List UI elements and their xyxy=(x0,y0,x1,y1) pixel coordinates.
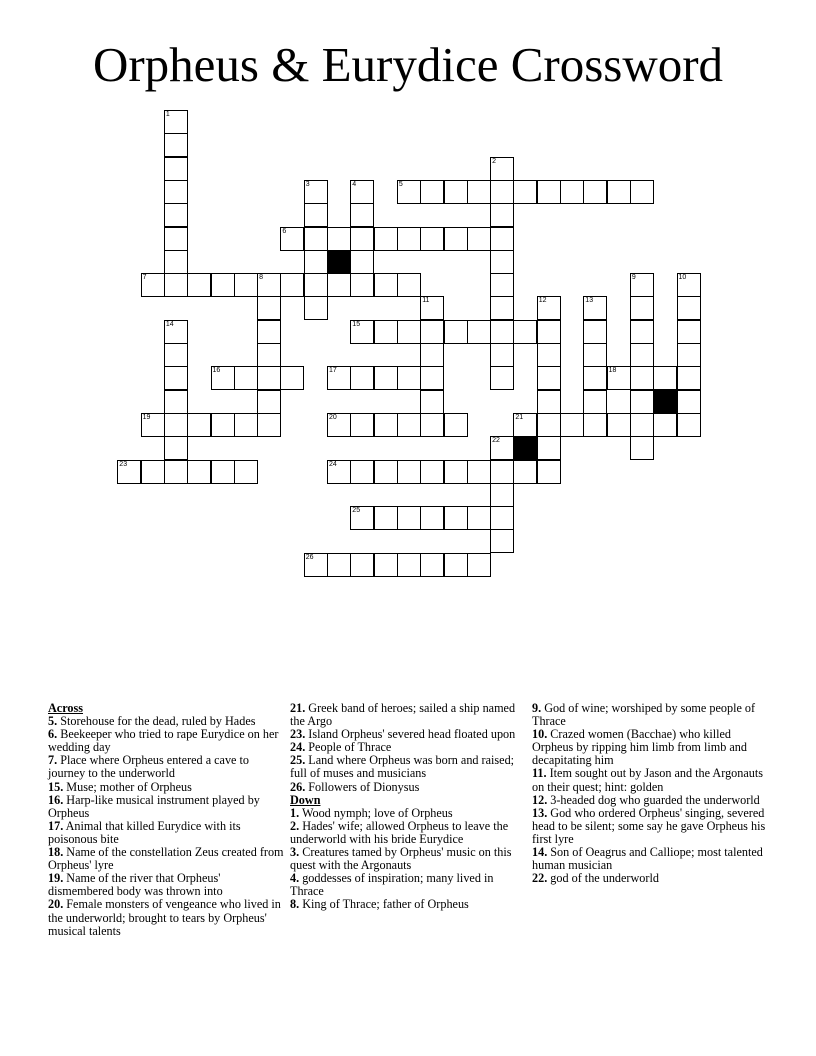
grid-cell[interactable] xyxy=(164,366,188,390)
clue-item xyxy=(48,794,284,820)
grid-cell[interactable] xyxy=(374,273,398,297)
clue-item xyxy=(532,872,768,885)
clue-number: 22 xyxy=(492,437,500,445)
clue-number: 23 xyxy=(119,460,128,468)
clue-number: 2 xyxy=(492,157,496,165)
grid-cell[interactable] xyxy=(234,460,258,484)
clue-item xyxy=(290,820,526,846)
clue-number: 17 xyxy=(329,367,337,375)
grid-cell[interactable] xyxy=(164,227,188,251)
grid-cell[interactable] xyxy=(397,320,421,344)
grid-cell[interactable] xyxy=(397,460,421,484)
clue-text: Female monsters of vengeance who lived in the underworld; brought to tears by Orpheus' musical talents xyxy=(48,897,281,938)
grid-cell[interactable] xyxy=(141,413,165,437)
clue-number: 19 xyxy=(142,413,151,421)
grid-cell[interactable] xyxy=(490,483,514,507)
clue-number: 4 xyxy=(352,180,357,188)
clue-number: 13. xyxy=(532,805,548,820)
grid-cell[interactable] xyxy=(327,460,351,484)
grid-cell[interactable] xyxy=(374,506,398,530)
grid-cell[interactable] xyxy=(490,180,514,204)
grid-cell[interactable] xyxy=(630,366,654,390)
grid-cell[interactable] xyxy=(513,180,537,204)
grid-cell[interactable] xyxy=(630,180,654,204)
grid-cell[interactable] xyxy=(374,320,398,344)
grid-cell[interactable] xyxy=(304,553,328,577)
clue-number: 23. xyxy=(290,727,306,742)
clue-number: 11 xyxy=(422,297,430,305)
grid-cell[interactable] xyxy=(304,203,328,227)
grid-cell[interactable] xyxy=(350,180,374,204)
grid-cell[interactable] xyxy=(187,273,211,297)
grid-cell[interactable] xyxy=(490,529,514,553)
grid-cell[interactable] xyxy=(234,366,258,390)
clue-number: 7. xyxy=(48,753,58,768)
grid-cell[interactable] xyxy=(444,553,468,577)
grid-cell[interactable] xyxy=(211,460,235,484)
grid-cell[interactable] xyxy=(490,157,514,181)
clue-text: Animal that killed Eurydice with its poisonous bite xyxy=(48,818,241,846)
grid-cell[interactable] xyxy=(397,413,421,437)
clue-text: goddesses of inspiration; many lived in Thrace xyxy=(290,871,494,899)
grid-cell[interactable] xyxy=(397,180,421,204)
grid-cell[interactable] xyxy=(164,157,188,181)
grid-cell[interactable] xyxy=(304,180,328,204)
clue-number: 21. xyxy=(290,701,306,715)
grid-cell[interactable] xyxy=(117,460,141,484)
grid-cell[interactable] xyxy=(653,413,677,437)
grid-cell[interactable] xyxy=(397,506,421,530)
grid-cell[interactable] xyxy=(677,273,701,297)
clue-number: 15 xyxy=(352,320,361,328)
grid-cell[interactable] xyxy=(467,460,491,484)
grid-cell[interactable] xyxy=(630,296,654,320)
grid-cell[interactable] xyxy=(607,413,631,437)
clue-number: 10 xyxy=(678,274,687,282)
clue-number: 25. xyxy=(290,753,306,768)
clue-item xyxy=(48,754,284,780)
grid-cell[interactable] xyxy=(327,227,351,251)
clue-text: 3-headed dog who guarded the underworld xyxy=(550,792,760,807)
grid-cell[interactable] xyxy=(583,320,607,344)
clue-number: 11. xyxy=(532,766,547,781)
clue-item xyxy=(290,846,526,872)
clue-text: Son of Oeagrus and Calliope; most talented human musician xyxy=(532,845,763,873)
clue-text: Storehouse for the dead, ruled by Hades xyxy=(60,714,256,729)
grid-cell[interactable] xyxy=(164,320,188,344)
clue-heading-down: Down xyxy=(290,792,321,807)
grid-cell[interactable] xyxy=(211,273,235,297)
clue-number: 8 xyxy=(259,274,263,282)
grid-cell[interactable] xyxy=(467,553,491,577)
grid-cell[interactable] xyxy=(397,273,421,297)
clue-item xyxy=(48,728,284,754)
grid-cell[interactable] xyxy=(420,553,444,577)
clue-text: Name of the river that Orpheus' dismembered body was thrown into xyxy=(48,871,223,899)
grid-cell[interactable] xyxy=(583,180,607,204)
clue-number: 20 xyxy=(329,413,337,421)
clue-number: 12 xyxy=(538,297,547,305)
clue-number: 18. xyxy=(48,845,64,860)
grid-cell[interactable] xyxy=(630,343,654,367)
clue-text: Muse; mother of Orpheus xyxy=(66,779,192,794)
grid-cell[interactable] xyxy=(653,366,677,390)
grid-cell[interactable] xyxy=(467,227,491,251)
grid-cell[interactable] xyxy=(164,180,188,204)
grid-cell[interactable] xyxy=(677,343,701,367)
grid-cell[interactable] xyxy=(490,506,514,530)
clue-heading-across: Across xyxy=(48,701,83,715)
grid-cell[interactable] xyxy=(537,296,561,320)
grid-cell[interactable] xyxy=(467,506,491,530)
clue-number: 25 xyxy=(352,507,361,515)
grid-cell[interactable] xyxy=(420,506,444,530)
clue-item xyxy=(532,702,768,728)
clue-number: 4. xyxy=(290,871,300,886)
clue-item xyxy=(290,781,526,794)
clue-text: Creatures tamed by Orpheus' music on this quest with the Argonauts xyxy=(290,845,512,873)
grid-cell[interactable] xyxy=(374,413,398,437)
grid-cell[interactable] xyxy=(490,227,514,251)
grid-cell[interactable] xyxy=(420,227,444,251)
page-title: Orpheus & Eurydice Crossword xyxy=(92,37,724,92)
clue-item xyxy=(48,898,284,937)
clue-number: 12. xyxy=(532,792,548,807)
grid-cell[interactable] xyxy=(677,320,701,344)
grid-cell[interactable] xyxy=(444,460,468,484)
clue-number: 5. xyxy=(48,714,58,729)
clue-text: Hades' wife; allowed Orpheus to leave the underworld with his bride Eurydice xyxy=(290,818,509,846)
grid-cell[interactable] xyxy=(444,227,468,251)
grid-cell[interactable] xyxy=(607,366,631,390)
clue-item xyxy=(48,872,284,898)
grid-cell[interactable] xyxy=(374,366,398,390)
clue-number: 21 xyxy=(515,413,524,421)
grid-cell[interactable] xyxy=(677,296,701,320)
clue-number: 26 xyxy=(305,553,314,561)
grid-cell[interactable] xyxy=(350,203,374,227)
clue-text: People of Thrace xyxy=(308,740,392,755)
grid-cell[interactable] xyxy=(280,273,304,297)
clue-number: 24. xyxy=(290,740,306,755)
grid-cell[interactable] xyxy=(397,553,421,577)
grid-cell[interactable] xyxy=(420,460,444,484)
clue-column xyxy=(48,702,284,938)
grid-cell[interactable] xyxy=(490,436,514,460)
grid-cell[interactable] xyxy=(164,413,188,437)
grid-cell[interactable] xyxy=(444,180,468,204)
grid-cell[interactable] xyxy=(374,227,398,251)
grid-cell[interactable] xyxy=(164,343,188,367)
grid-cell[interactable] xyxy=(350,553,374,577)
grid-cell[interactable] xyxy=(513,320,537,344)
grid-cell[interactable] xyxy=(513,460,537,484)
grid-cell[interactable] xyxy=(537,390,561,414)
grid-cell[interactable] xyxy=(327,553,351,577)
grid-cell[interactable] xyxy=(537,436,561,460)
clue-text: Place where Orpheus entered a cave to journey to the underworld xyxy=(48,753,249,781)
grid-cell[interactable] xyxy=(583,390,607,414)
grid-cell[interactable] xyxy=(537,366,561,390)
grid-cell[interactable] xyxy=(420,320,444,344)
grid-cell[interactable] xyxy=(583,366,607,390)
grid-cell[interactable] xyxy=(537,343,561,367)
grid-cell[interactable] xyxy=(350,506,374,530)
clue-item xyxy=(532,767,768,793)
clue-item xyxy=(290,754,526,780)
clue-column xyxy=(532,702,768,885)
grid-cell[interactable] xyxy=(164,436,188,460)
clue-text: Crazed women (Bacchae) who killed Orpheus by ripping him limb from limb and decapitating him xyxy=(532,727,747,768)
clue-text: Beekeeper who tried to rape Eurydice on her wedding day xyxy=(48,727,279,755)
grid-cell[interactable] xyxy=(420,343,444,367)
grid-cell[interactable] xyxy=(164,110,188,134)
grid-cell[interactable] xyxy=(164,133,188,157)
grid-cell[interactable] xyxy=(350,413,374,437)
clue-number: 22. xyxy=(532,871,548,886)
clue-item xyxy=(532,807,768,846)
grid-cell[interactable] xyxy=(444,413,468,437)
clue-number: 19. xyxy=(48,871,64,886)
grid-cell[interactable] xyxy=(677,413,701,437)
grid-cell[interactable] xyxy=(350,460,374,484)
grid-cell[interactable] xyxy=(141,460,165,484)
clue-text: God of wine; worshiped by some people of Thrace xyxy=(532,701,756,729)
grid-cell[interactable] xyxy=(257,320,281,344)
grid-cell[interactable] xyxy=(630,436,654,460)
grid-cell[interactable] xyxy=(420,366,444,390)
grid-cell[interactable] xyxy=(537,413,561,437)
clue-number: 18 xyxy=(608,367,617,375)
clue-number: 5 xyxy=(398,180,403,188)
grid-cell[interactable] xyxy=(350,320,374,344)
grid-cell[interactable] xyxy=(490,273,514,297)
clue-number: 16. xyxy=(48,792,64,807)
clue-item xyxy=(290,702,526,728)
clue-number: 14 xyxy=(165,320,174,328)
grid-cell[interactable] xyxy=(211,413,235,437)
clue-item xyxy=(532,846,768,872)
clue-number: 20. xyxy=(48,897,64,912)
grid-cell[interactable] xyxy=(350,366,374,390)
grid-cell[interactable] xyxy=(350,250,374,274)
grid-cell[interactable] xyxy=(513,413,537,437)
grid-cell[interactable] xyxy=(304,227,328,251)
grid-cell[interactable] xyxy=(583,343,607,367)
grid-cell[interactable] xyxy=(327,413,351,437)
grid-cell[interactable] xyxy=(490,203,514,227)
grid-cell[interactable] xyxy=(141,273,165,297)
grid-cell[interactable] xyxy=(374,553,398,577)
grid-cell[interactable] xyxy=(327,273,351,297)
grid-cell[interactable] xyxy=(490,296,514,320)
clue-item xyxy=(48,820,284,846)
grid-cell[interactable] xyxy=(630,390,654,414)
black-square xyxy=(653,390,677,414)
clue-number: 6 xyxy=(282,227,287,235)
grid-cell[interactable] xyxy=(537,180,561,204)
clue-number: 10. xyxy=(532,727,548,742)
grid-cell[interactable] xyxy=(490,366,514,390)
grid-cell[interactable] xyxy=(490,460,514,484)
grid-cell[interactable] xyxy=(490,250,514,274)
clue-text: Greek band of heroes; sailed a ship named the Argo xyxy=(290,701,516,729)
clue-number: 9. xyxy=(532,701,542,715)
clue-number: 3. xyxy=(290,845,300,860)
grid-cell[interactable] xyxy=(257,273,281,297)
grid-cell[interactable] xyxy=(327,366,351,390)
grid-cell[interactable] xyxy=(304,273,328,297)
grid-cell[interactable] xyxy=(304,296,328,320)
clue-item xyxy=(290,898,526,911)
clue-number: 15. xyxy=(48,779,64,794)
grid-cell[interactable] xyxy=(164,390,188,414)
clue-number: 24 xyxy=(329,460,337,468)
clue-item xyxy=(48,846,284,872)
clue-number: 17. xyxy=(48,818,64,833)
clue-number: 14. xyxy=(532,845,548,860)
grid-cell[interactable] xyxy=(211,366,235,390)
clue-text: Harp-like musical instrument played by Orpheus xyxy=(48,792,260,820)
grid-cell[interactable] xyxy=(420,296,444,320)
clue-number: 16 xyxy=(212,367,221,375)
grid-cell[interactable] xyxy=(490,320,514,344)
grid-cell[interactable] xyxy=(280,366,304,390)
clue-text: Name of the constellation Zeus created from Orpheus' lyre xyxy=(48,845,284,873)
clue-text: Item sought out by Jason and the Argonauts on their quest; hint: golden xyxy=(532,766,763,794)
grid-cell[interactable] xyxy=(280,227,304,251)
black-square xyxy=(327,250,351,274)
grid-cell[interactable] xyxy=(677,366,701,390)
grid-cell[interactable] xyxy=(187,460,211,484)
grid-cell[interactable] xyxy=(304,250,328,274)
grid-cell[interactable] xyxy=(374,460,398,484)
clue-text: god of the underworld xyxy=(550,871,659,886)
clue-number: 8. xyxy=(290,897,300,912)
clue-item xyxy=(532,728,768,767)
clue-number: 1. xyxy=(290,805,300,820)
grid-cell[interactable] xyxy=(257,366,281,390)
grid-cell[interactable] xyxy=(467,180,491,204)
grid-cell[interactable] xyxy=(444,506,468,530)
grid-cell[interactable] xyxy=(537,460,561,484)
grid-cell[interactable] xyxy=(583,296,607,320)
grid-cell[interactable] xyxy=(560,413,584,437)
clue-text: King of Thrace; father of Orpheus xyxy=(302,897,469,912)
clue-number: 6. xyxy=(48,727,58,742)
clue-number: 3 xyxy=(305,180,310,188)
grid-cell[interactable] xyxy=(164,203,188,227)
grid-cell[interactable] xyxy=(420,390,444,414)
grid-cell[interactable] xyxy=(420,413,444,437)
grid-cell[interactable] xyxy=(257,296,281,320)
grid-cell[interactable] xyxy=(420,180,444,204)
clue-number: 2. xyxy=(290,818,300,833)
grid-cell[interactable] xyxy=(583,413,607,437)
clue-text: Land where Orpheus was born and raised; full of muses and musicians xyxy=(290,753,515,781)
clue-text: God who ordered Orpheus' singing, severed head to be silent; some say he gave Orpheus his first lyre xyxy=(532,805,766,846)
grid-cell[interactable] xyxy=(537,320,561,344)
clue-text: Followers of Dionysus xyxy=(308,779,420,794)
grid-cell[interactable] xyxy=(350,227,374,251)
grid-cell[interactable] xyxy=(607,180,631,204)
clue-number: 13 xyxy=(585,297,594,305)
grid-cell[interactable] xyxy=(467,320,491,344)
grid-cell[interactable] xyxy=(560,180,584,204)
clue-item xyxy=(290,872,526,898)
clue-number: 7 xyxy=(142,274,147,282)
grid-cell[interactable] xyxy=(234,273,258,297)
clue-number: 1 xyxy=(165,111,170,118)
grid-cell[interactable] xyxy=(630,413,654,437)
clue-text: Wood nymph; love of Orpheus xyxy=(301,805,453,820)
grid-cell[interactable] xyxy=(397,227,421,251)
grid-cell[interactable] xyxy=(490,343,514,367)
grid-cell[interactable] xyxy=(257,390,281,414)
grid-cell[interactable] xyxy=(257,343,281,367)
grid-cell[interactable] xyxy=(187,413,211,437)
grid-cell[interactable] xyxy=(397,366,421,390)
grid-cell[interactable] xyxy=(677,390,701,414)
clue-text: Island Orpheus' severed head floated upon xyxy=(308,727,516,742)
grid-cell[interactable] xyxy=(164,460,188,484)
grid-cell[interactable] xyxy=(630,320,654,344)
clue-number: 9 xyxy=(631,274,636,282)
grid-cell[interactable] xyxy=(164,250,188,274)
grid-cell[interactable] xyxy=(164,273,188,297)
grid-cell[interactable] xyxy=(444,320,468,344)
grid-cell[interactable] xyxy=(234,413,258,437)
grid-cell[interactable] xyxy=(257,413,281,437)
black-square xyxy=(513,436,537,460)
clue-column xyxy=(290,702,526,912)
clue-number: 26. xyxy=(290,779,306,794)
grid-cell[interactable] xyxy=(350,273,374,297)
grid-cell[interactable] xyxy=(630,273,654,297)
